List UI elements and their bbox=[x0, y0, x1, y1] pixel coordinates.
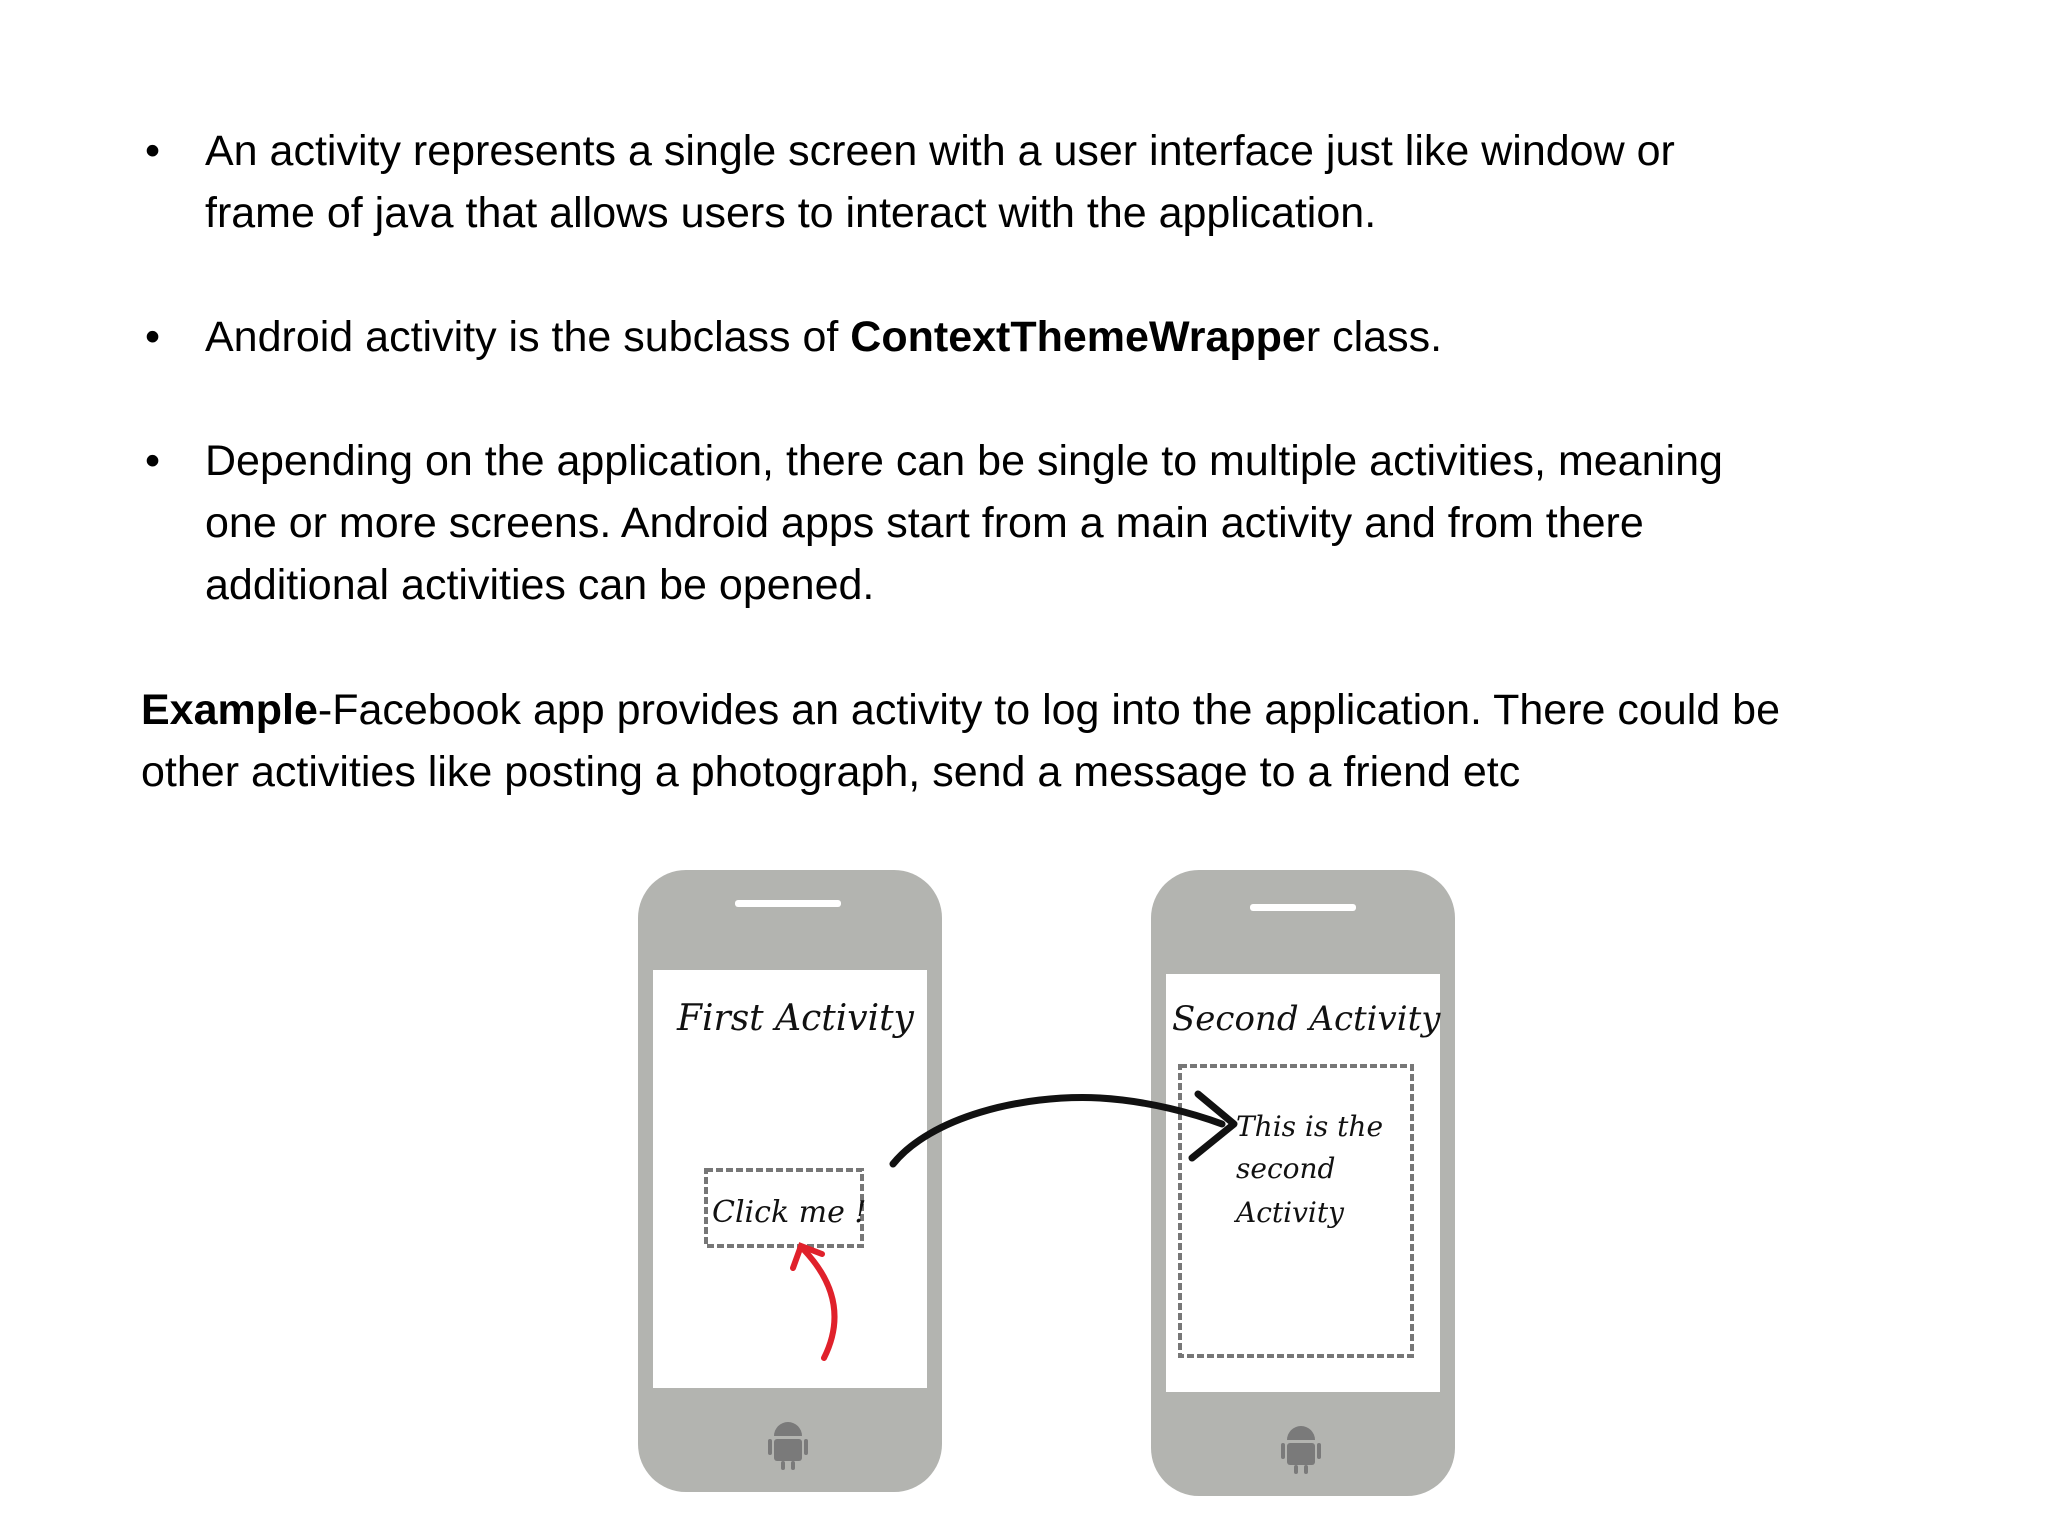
click-me-label: Click me ! bbox=[712, 1195, 867, 1230]
second-activity-text: This is the bbox=[1236, 1110, 1384, 1143]
bullet-line: additional activities can be opened. bbox=[205, 561, 875, 609]
first-activity-title: First Activity bbox=[677, 998, 914, 1039]
phone-speaker bbox=[735, 900, 841, 907]
subclass-prefix: Android activity is the subclass of bbox=[205, 313, 851, 361]
example-label: Example bbox=[141, 686, 318, 734]
second-activity-text: Activity bbox=[1236, 1196, 1344, 1229]
bullet-dot: • bbox=[145, 127, 161, 175]
bullet-line: frame of java that allows users to interact with the application. bbox=[205, 189, 1377, 237]
bullet-line: one or more screens. Android apps start from a main activity and from there bbox=[205, 499, 1644, 547]
bullet-line: An activity represents a single screen with a user interface just like window or bbox=[205, 127, 1675, 175]
class-name: ContextThemeWrappe bbox=[850, 313, 1306, 361]
first-phone bbox=[638, 870, 942, 1492]
bullet-dot: • bbox=[145, 313, 161, 361]
bullet-dot: • bbox=[145, 437, 161, 485]
second-activity-text: second bbox=[1236, 1152, 1336, 1185]
second-phone bbox=[1151, 870, 1455, 1496]
example-line: other activities like posting a photograph, send a message to a friend etc bbox=[141, 748, 1521, 796]
example-text-1: -Facebook app provides an activity to log into the application. There could be bbox=[317, 686, 1780, 734]
bullet-line: Depending on the application, there can be single to multiple activities, meaning bbox=[205, 437, 1723, 485]
subclass-suffix: r class. bbox=[1305, 313, 1443, 361]
phone-speaker bbox=[1250, 904, 1356, 911]
second-activity-title: Second Activity bbox=[1172, 999, 1441, 1039]
